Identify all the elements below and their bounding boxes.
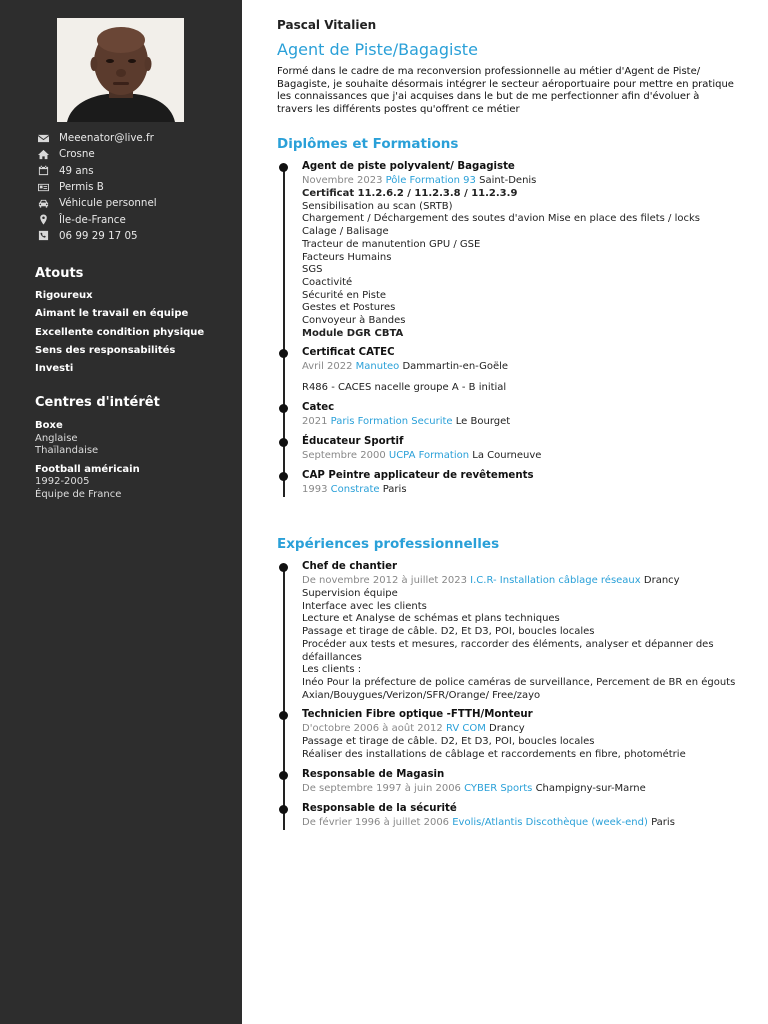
interest-detail: Anglaise xyxy=(35,432,78,444)
atout-item: Sens des responsabilités xyxy=(35,344,176,356)
entry-detail: Module DGR CBTA xyxy=(302,327,404,339)
entry-date: 2021 xyxy=(302,416,328,428)
contact-city xyxy=(38,146,238,162)
timeline-dot xyxy=(279,349,288,358)
entry-detail: Sécurité en Piste xyxy=(302,289,387,301)
entry-detail: Coactivité xyxy=(302,276,353,288)
timeline-entry xyxy=(277,469,737,497)
education-timeline xyxy=(277,160,737,503)
entry-title: Éducateur Sportif xyxy=(302,436,404,448)
entry-date: Septembre 2000 xyxy=(302,450,386,462)
entry-detail: Procéder aux tests et mesures, raccorder des éléments, analyser et dépanner des défaillances xyxy=(302,638,714,663)
timeline-entry xyxy=(277,401,737,429)
entry-organization[interactable]: CYBER Sports xyxy=(464,782,533,794)
entry-date: De novembre 2012 à juillet 2023 xyxy=(302,575,467,586)
entry-date: Avril 2022 xyxy=(302,361,353,373)
contact-email-text: Meeenator@live.fr xyxy=(59,132,154,145)
atout-item: Aimant le travail en équipe xyxy=(35,308,189,320)
atouts-list xyxy=(35,289,235,380)
entry-title: Catec xyxy=(302,402,335,414)
interest-name: Boxe xyxy=(35,420,63,431)
entry-detail: Passage et tirage de câble. D2, Et D3, POI, boucles locales xyxy=(302,736,595,748)
intro-paragraph: Formé dans le cadre de ma reconversion professionnelle au métier d'Agent de Piste/ Bagagiste, je souhaite désormais intégrer le secteur aéroportuaire pour mettre en pratique les connaissances que j'ai acquises dans le but de me perfectionner afin d'évoluer à travers les différents postes qu'offrent ce métier xyxy=(277,66,734,116)
entry-detail: Supervision équipe xyxy=(302,588,398,599)
entry-detail: Calage / Balisage xyxy=(302,226,389,238)
entry-detail: Les clients : xyxy=(302,664,362,676)
timeline-entry xyxy=(277,560,737,702)
contact-vehicle xyxy=(38,195,238,211)
contact-region-text: Île-de-France xyxy=(59,213,126,226)
timeline-dot xyxy=(279,438,288,447)
interest-detail: Thaïlandaise xyxy=(35,445,99,456)
contact-phone[interactable] xyxy=(38,228,238,244)
interest-detail: Équipe de France xyxy=(35,488,122,500)
entry-title: Certificat CATEC xyxy=(302,347,395,359)
timeline-dot xyxy=(279,805,288,814)
car-icon xyxy=(38,198,59,209)
entry-place: Champigny-sur-Marne xyxy=(535,782,646,794)
entry-title: Agent de piste polyvalent/ Bagagiste xyxy=(302,161,515,172)
timeline-entry xyxy=(277,802,737,830)
home-icon xyxy=(38,149,59,160)
interests-list xyxy=(35,420,235,507)
entry-place: Le Bourget xyxy=(455,416,511,428)
entry-detail: Inéo Pour la préfecture de police caméras de surveillance, Percement de BR en égouts xyxy=(302,676,736,688)
contact-license-text: Permis B xyxy=(59,181,104,194)
sidebar xyxy=(0,0,242,1024)
entry-meta xyxy=(302,574,737,588)
timeline-dot xyxy=(279,472,288,481)
entry-detail: Tracteur de manutention GPU / GSE xyxy=(302,238,481,250)
timeline-entry xyxy=(277,768,737,796)
entry-organization[interactable]: Manuteo xyxy=(355,361,400,373)
entry-detail: Facteurs Humains xyxy=(302,251,392,263)
entry-place: Dammartin-en-Goële xyxy=(402,361,509,373)
timeline-dot xyxy=(279,404,288,413)
entry-detail: Interface avec les clients xyxy=(302,600,427,612)
entry-detail: Réaliser des installations de câblage et raccordements en fibre, photométrie xyxy=(302,749,686,761)
envelope-icon xyxy=(38,133,59,144)
contact-age-text: 49 ans xyxy=(59,164,94,177)
entry-place: Drancy xyxy=(489,723,525,735)
entry-title: CAP Peintre applicateur de revêtements xyxy=(302,470,534,482)
contact-email[interactable] xyxy=(38,130,238,146)
contact-age xyxy=(38,163,238,179)
entry-date: De septembre 1997 à juin 2006 xyxy=(302,782,461,794)
entry-organization[interactable]: Paris Formation Securite xyxy=(330,416,453,428)
entry-meta xyxy=(302,360,737,374)
entry-date: D'octobre 2006 à août 2012 xyxy=(302,723,443,735)
calendar-icon xyxy=(38,165,59,176)
entry-title: Chef de chantier xyxy=(302,561,398,572)
entry-organization[interactable]: Evolis/Atlantis Discothèque (week-end) xyxy=(452,816,648,828)
entry-place: Drancy xyxy=(643,575,680,586)
entry-detail: Chargement / Déchargement des soutes d'avion Mise en place des filets / locks xyxy=(302,213,700,225)
entry-meta xyxy=(302,483,737,497)
education-title: Diplômes et Formations xyxy=(277,136,459,152)
entry-place: La Courneuve xyxy=(472,450,542,462)
contact-city-text: Crosne xyxy=(59,148,95,161)
entry-organization[interactable]: I.C.R- Installation câblage réseaux xyxy=(470,575,641,586)
atout-item: Rigoureux xyxy=(35,290,93,301)
entry-place: Paris xyxy=(382,484,407,496)
entry-organization[interactable]: Pôle Formation 93 xyxy=(385,175,476,186)
contact-region xyxy=(38,211,238,227)
job-title: Agent de Piste/Bagagiste xyxy=(277,40,478,59)
map-pin-icon xyxy=(38,214,59,225)
candidate-name: Pascal Vitalien xyxy=(277,18,377,32)
interest-name: Football américain xyxy=(35,463,140,475)
entry-meta xyxy=(302,782,737,796)
entry-detail: Axian/Bouygues/Verizon/SFR/Orange/ Free/zayo xyxy=(302,689,541,701)
timeline-entry xyxy=(277,160,737,340)
entry-detail: SGS xyxy=(302,264,323,276)
experience-timeline xyxy=(277,560,737,836)
experience-title: Expériences professionnelles xyxy=(277,536,500,552)
entry-place: Paris xyxy=(651,816,675,828)
entry-organization[interactable]: RV COM xyxy=(445,723,486,735)
entry-detail: Gestes et Postures xyxy=(302,302,396,314)
timeline-dot xyxy=(279,563,288,572)
entry-detail: Passage et tirage de câble. D2, Et D3, POI, boucles locales xyxy=(302,626,595,638)
id-card-icon xyxy=(38,182,59,193)
contact-vehicle-text: Véhicule personnel xyxy=(59,197,157,210)
profile-photo xyxy=(57,18,184,122)
contact-phone-text: 06 99 29 17 05 xyxy=(59,229,138,242)
interest-detail: 1992-2005 xyxy=(35,476,90,487)
entry-date: De février 1996 à juillet 2006 xyxy=(302,816,450,828)
entry-date: 1993 xyxy=(302,484,328,496)
entry-organization[interactable]: UCPA Formation xyxy=(388,450,470,462)
interests-title: Centres d'intérêt xyxy=(35,395,160,410)
timeline-entry xyxy=(277,708,737,761)
phone-icon xyxy=(38,230,59,241)
contact-license xyxy=(38,179,238,195)
atouts-title: Atouts xyxy=(35,266,84,281)
entry-detail: Certificat 11.2.6.2 / 11.2.3.8 / 11.2.3.9 xyxy=(302,188,518,199)
interest-item xyxy=(35,420,235,458)
entry-detail: Convoyeur à Bandes xyxy=(302,315,406,327)
entry-title: Responsable de Magasin xyxy=(302,768,445,780)
contact-list xyxy=(38,130,238,244)
interest-item xyxy=(35,464,235,502)
entry-meta xyxy=(302,174,737,188)
timeline-entry xyxy=(277,346,737,395)
entry-detail: R486 - CACES nacelle groupe A - B initial xyxy=(302,382,507,394)
entry-place: Saint-Denis xyxy=(479,175,537,186)
entry-detail: Lecture et Analyse de schémas et plans techniques xyxy=(302,613,560,625)
entry-date: Novembre 2023 xyxy=(302,175,383,186)
entry-detail: Sensibilisation au scan (SRTB) xyxy=(302,200,453,212)
timeline-entry xyxy=(277,435,737,463)
entry-title: Responsable de la sécurité xyxy=(302,802,457,814)
atout-item: Investi xyxy=(35,363,74,375)
timeline-dot xyxy=(279,163,288,172)
atout-item: Excellente condition physique xyxy=(35,326,205,338)
entry-meta xyxy=(302,415,737,429)
entry-title: Technicien Fibre optique -FTTH/Monteur xyxy=(302,709,533,721)
entry-meta xyxy=(302,816,737,830)
entry-organization[interactable]: Constrate xyxy=(330,484,380,496)
entry-meta xyxy=(302,722,737,736)
entry-meta xyxy=(302,449,737,463)
timeline-dot xyxy=(279,771,288,780)
timeline-dot xyxy=(279,711,288,720)
